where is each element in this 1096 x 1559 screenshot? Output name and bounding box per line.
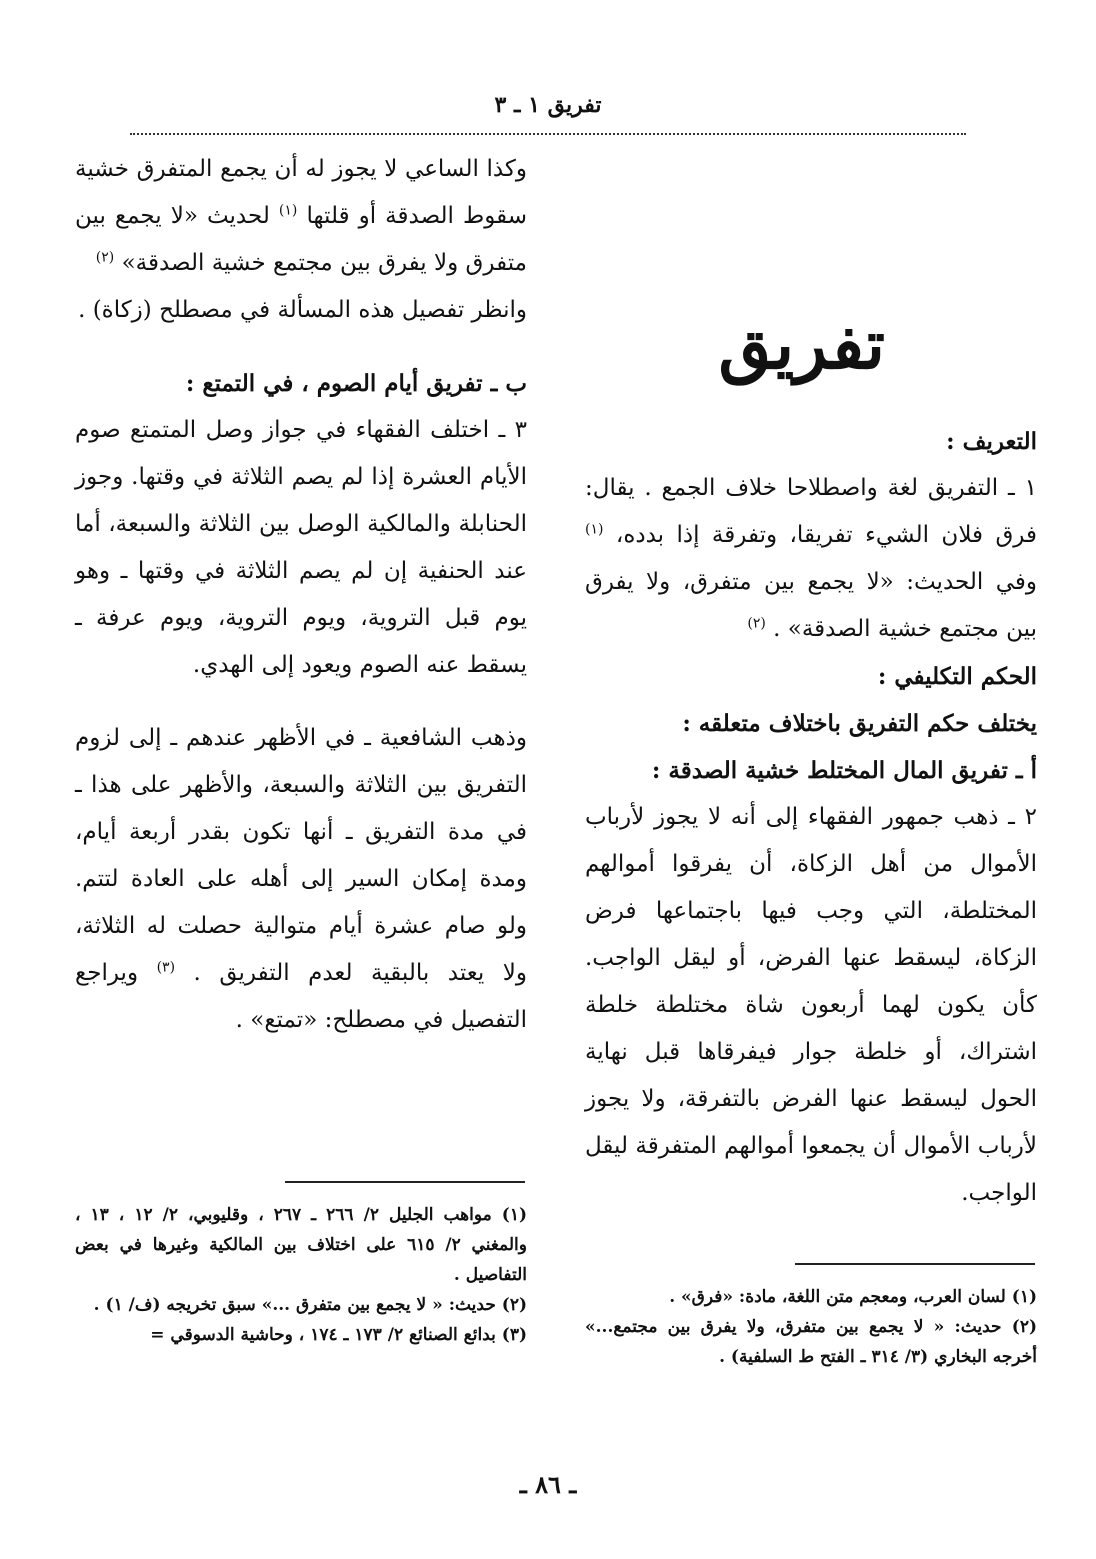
footnote-item: (٣) بدائع الصنائع ٢/ ١٧٣ ـ ١٧٤ ، وحاشية الدسوقي = (150, 1325, 527, 1345)
running-title: تفريق ١ ـ ٣ (494, 92, 602, 118)
ruling-heading: الحكم التكليفي : (877, 663, 1037, 690)
footnote-item: (١) مواهب الجليل ٢/ ٢٦٦ ـ ٢٦٧ ، وقليوبي، ٢/ ١٢ ، ١٣ ، والمغني ٢/ ٦١٥ على اختلاف بين المالكية وغيرها في بعض التفاصيل . (75, 1205, 528, 1285)
definition-heading: التعريف : (946, 428, 1037, 455)
footnote-item: (١) لسان العرب، ومعجم متن اللغة، مادة: «فرق» . (669, 1287, 1037, 1307)
footnote-divider-right (795, 1263, 1035, 1265)
section-a-heading: أ ـ تفريق المال المختلط خشية الصدقة : (651, 757, 1037, 784)
left-column (75, 146, 527, 1044)
footnote-ref-1: (١) (278, 202, 298, 219)
see-also-note: وانظر تفصيل هذه المسألة في مصطلح (زكاة) . (78, 297, 527, 323)
paragraph-2: ٢ ـ ذهب جمهور الفقهاء إلى أنه لا يجوز لأرباب الأموال من أهل الزكاة، أن يفرقوا أموالهم المختلطة، التي وجب فيها باجتماعها فرض الزكاة، ليسقط عنها الفرض، أو ليقل الواجب. كأن يكون لهما أربعون شاة مختلطة خلطة اشتراك، أو خلطة جوار فيفرقاها قبل نهاية الحول ليسقط عنها الفرض بالتفرقة، ولا يجوز لأرباب الأموال أن يجمعوا أموالهم المتفرقة ليقل الواجب. (585, 804, 1037, 1206)
footnote-ref-2: (٢) (747, 615, 766, 632)
footnotes-right (585, 1282, 1037, 1372)
entry-title: تفريق (718, 305, 885, 385)
paragraph-4 (75, 715, 527, 1044)
section-b-heading: ب ـ تفريق أيام الصوم ، في التمتع : (185, 370, 527, 397)
right-column (585, 418, 1037, 1217)
paragraph-continued-text-a: وكذا الساعي لا يجوز له أن يجمع المتفرق خشية سقوط الصدقة أو قلتها (75, 156, 528, 229)
paragraph-spacer (75, 334, 527, 360)
paragraph-continued-text-b: لحديث «لا يجمع بين متفرق ولا يفرق بين مجتمع خشية الصدقة» (75, 203, 527, 276)
page-number: ـ ٨٦ ـ (519, 1470, 577, 1499)
footnote-ref-3: (٣) (156, 959, 176, 976)
paragraph-4-text-a: وذهب الشافعية ـ في الأظهر عندهم ـ إلى لزوم التفريق بين الثلاثة والسبعة، والأظهر على هذا ـ في مدة التفريق ـ أنها تكون بقدر أربعة أيام، ومدة إمكان السير إلى أهله على العادة لتتم. ولو صام عشرة أيام متوالية حصلت له الثلاثة، ولا يعتد بالبقية لعدم التفريق . (75, 725, 527, 986)
footnote-ref-2: (٢) (95, 249, 115, 266)
footnote-divider-left (285, 1181, 525, 1183)
paragraph-continued (75, 146, 527, 287)
footnotes-left (75, 1200, 527, 1350)
running-header (130, 85, 966, 135)
paragraph-1 (585, 465, 1037, 653)
ruling-intro: يختلف حكم التفريق باختلاف متعلقه : (682, 710, 1037, 737)
paragraph-1-text-a: ١ ـ التفريق لغة واصطلاحا خلاف الجمع . يقال: فرق فلان الشيء تفريقا، وتفرقة إذا بدده، (585, 475, 1037, 548)
paragraph-1-text-b: وفي الحديث: «لا يجمع بين متفرق، ولا يفرق بين مجتمع خشية الصدقة» . (585, 569, 1037, 642)
footnote-item: (٢) حديث: « لا يجمع بين متفرق، ولا يفرق بين مجتمع...» أخرجه البخاري (٣/ ٣١٤ ـ الفتح ط السلفية) . (585, 1317, 1037, 1367)
paragraph-4-text-b: ويراجع التفصيل في مصطلح: «تمتع» . (75, 960, 527, 1033)
paragraph-spacer (75, 689, 527, 715)
footnote-ref-1: (١) (585, 521, 604, 538)
paragraph-3: ٣ ـ اختلف الفقهاء في جواز وصل المتمتع صوم الأيام العشرة إذا لم يصم الثلاثة في وقتها. وجوز الحنابلة والمالكية الوصل بين الثلاثة والسبعة، أما عند الحنفية إن لم يصم الثلاثة في وقتها ـ وهو يوم قبل التروية، ويوم التروية، ويوم عرفة ـ يسقط عنه الصوم ويعود إلى الهدي. (75, 417, 527, 678)
footnote-item: (٢) حديث: « لا يجمع بين متفرق ...» سبق تخريجه (ف/ ١) . (93, 1295, 527, 1315)
